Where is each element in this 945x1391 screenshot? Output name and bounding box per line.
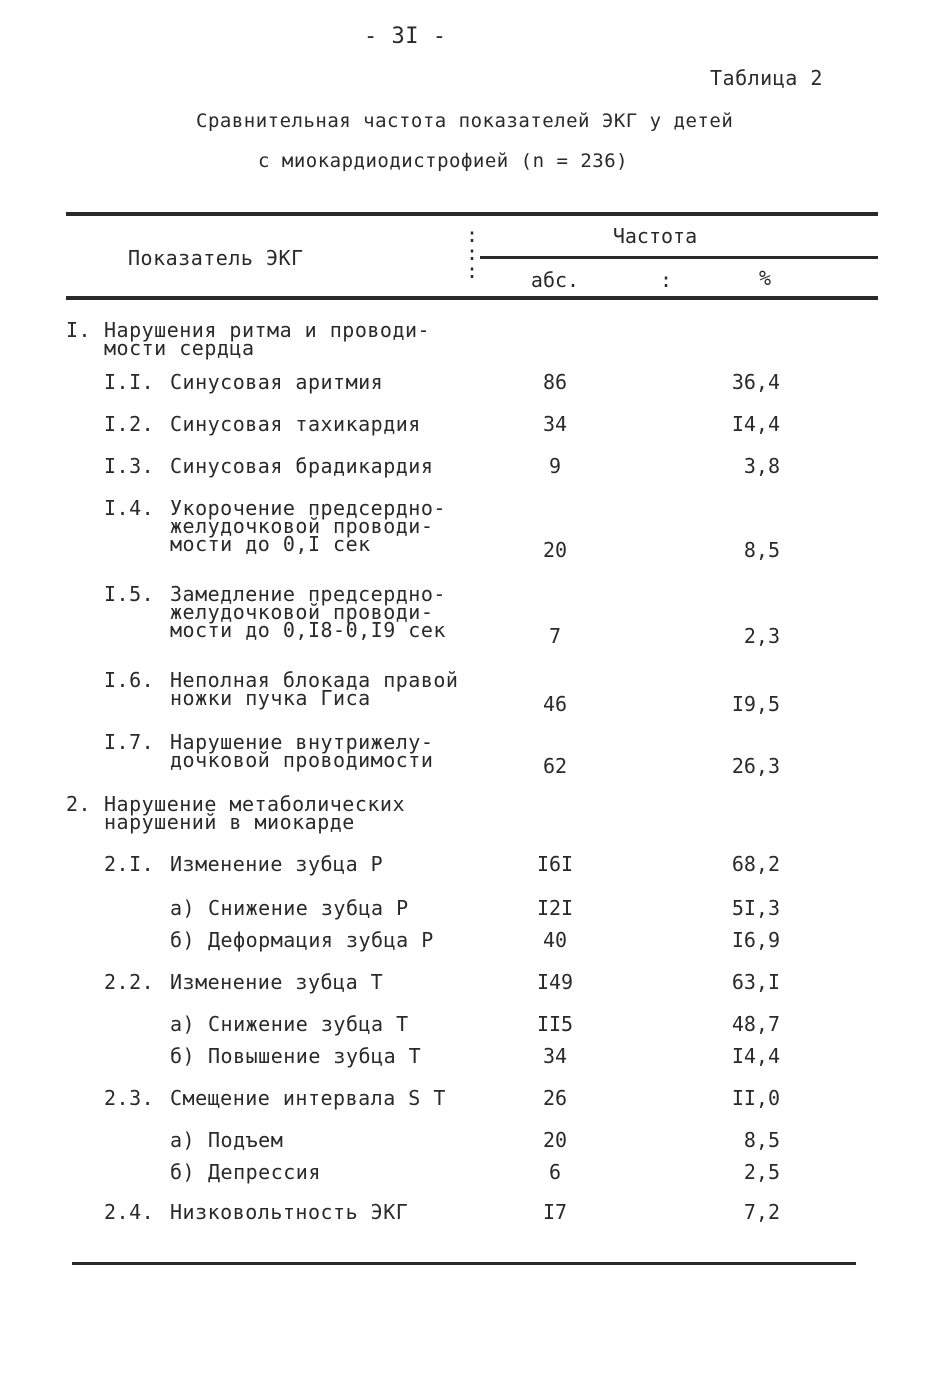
row-label: Синусовая брадикардия xyxy=(170,454,434,478)
row-number: 2.4. xyxy=(104,1200,155,1224)
pct-value: 26,3 xyxy=(731,754,780,778)
abs-value: I49 xyxy=(536,970,574,994)
row-label: Нарушение внутрижелу- xyxy=(170,730,434,754)
pct-value: 63,I xyxy=(731,970,780,994)
row-number: б) xyxy=(170,928,196,952)
section-label: Нарушение метаболических xyxy=(104,792,405,816)
abs-value: I2I xyxy=(536,896,574,920)
row-number: 2.2. xyxy=(104,970,155,994)
pct-value: 7,2 xyxy=(743,1200,780,1224)
row-number: 2.I. xyxy=(104,852,155,876)
section-label: мости сердца xyxy=(104,336,255,360)
pct-value: 36,4 xyxy=(731,370,780,394)
abs-value: 9 xyxy=(548,454,562,478)
row-label: Снижение зубца Р xyxy=(208,896,409,920)
abs-value: 40 xyxy=(542,928,568,952)
pct-value: I6,9 xyxy=(731,928,780,952)
abs-value: 46 xyxy=(542,692,568,716)
row-number: а) xyxy=(170,1128,196,1152)
row-label: дочковой проводимости xyxy=(170,748,434,772)
row-label: Изменение зубца Т xyxy=(170,970,384,994)
top-rule xyxy=(66,212,878,216)
row-number: I.3. xyxy=(104,454,155,478)
abs-value: 20 xyxy=(542,1128,568,1152)
pct-value: 48,7 xyxy=(731,1012,780,1036)
abs-value: 6 xyxy=(548,1160,562,1184)
abs-value: I6I xyxy=(536,852,574,876)
abs-value: 34 xyxy=(542,1044,568,1068)
row-label: Смещение интервала S Т xyxy=(170,1086,446,1110)
table-label: Таблица 2 xyxy=(710,66,823,90)
pct-value: 8,5 xyxy=(743,1128,780,1152)
row-label: Подъем xyxy=(208,1128,284,1152)
section-label: Нарушения ритма и проводи- xyxy=(104,318,431,342)
row-label: Низковольтность ЭКГ xyxy=(170,1200,409,1224)
abs-value: 26 xyxy=(542,1086,568,1110)
row-number: I.5. xyxy=(104,582,155,606)
abs-value: I7 xyxy=(542,1200,568,1224)
page-number: - 3I - xyxy=(364,24,447,49)
row-number: б) xyxy=(170,1044,196,1068)
pct-value: 68,2 xyxy=(731,852,780,876)
pct-value: 2,5 xyxy=(743,1160,780,1184)
header-pct: % xyxy=(758,266,772,290)
row-label: Синусовая аритмия xyxy=(170,370,384,394)
row-label: ножки пучка Гиса xyxy=(170,686,371,710)
row-label: Синусовая тахикардия xyxy=(170,412,421,436)
row-number: б) xyxy=(170,1160,196,1184)
pct-value: 3,8 xyxy=(743,454,780,478)
pct-value: 5I,3 xyxy=(731,896,780,920)
table-title-line1: Сравнительная частота показателей ЭКГ у детей xyxy=(196,110,734,132)
abs-value: 20 xyxy=(542,538,568,562)
row-number: I.7. xyxy=(104,730,155,754)
row-label: Депрессия xyxy=(208,1160,321,1184)
row-number: а) xyxy=(170,1012,196,1036)
header-bottom-rule xyxy=(66,296,878,300)
header-abs: абс. xyxy=(530,268,580,292)
row-number: а) xyxy=(170,896,196,920)
row-label: Укорочение предсердно- xyxy=(170,496,446,520)
abs-value: 62 xyxy=(542,754,568,778)
pct-value: II,0 xyxy=(731,1086,780,1110)
pct-value: 8,5 xyxy=(743,538,780,562)
row-number: I.4. xyxy=(104,496,155,520)
row-number: I.6. xyxy=(104,668,155,692)
row-label: Неполная блокада правой xyxy=(170,668,459,692)
pct-value: I9,5 xyxy=(731,692,780,716)
pct-value: I4,4 xyxy=(731,412,780,436)
row-label: Изменение зубца Р xyxy=(170,852,384,876)
header-indicator: Показатель ЭКГ xyxy=(128,246,304,270)
row-label: Повышение зубца Т xyxy=(208,1044,422,1068)
bottom-rule xyxy=(72,1262,856,1265)
abs-value: 7 xyxy=(548,624,562,648)
row-label: желудочковой проводи- xyxy=(170,600,434,624)
abs-value: II5 xyxy=(536,1012,574,1036)
row-number: I.2. xyxy=(104,412,155,436)
table-title-line2: с миокардиодистрофией (n = 236) xyxy=(258,150,629,172)
abs-value: 86 xyxy=(542,370,568,394)
header-sep: : xyxy=(466,241,479,265)
row-label: Замедление предсердно- xyxy=(170,582,446,606)
header-sep: : xyxy=(660,268,673,292)
section-number: 2. xyxy=(66,792,92,816)
row-label: мости до 0,I сек xyxy=(170,532,371,556)
row-label: желудочковой проводи- xyxy=(170,514,434,538)
abs-value: 34 xyxy=(542,412,568,436)
row-label: Снижение зубца Т xyxy=(208,1012,409,1036)
header-sep: : xyxy=(466,223,479,247)
row-number: I.I. xyxy=(104,370,155,394)
header-sep: : xyxy=(466,259,479,283)
pct-value: I4,4 xyxy=(731,1044,780,1068)
row-label: Деформация зубца Р xyxy=(208,928,434,952)
header-frequency: Частота xyxy=(612,224,698,248)
row-label: мости до 0,I8-0,I9 сек xyxy=(170,618,446,642)
section-number: I. xyxy=(66,318,92,342)
pct-value: 2,3 xyxy=(743,624,780,648)
header-mid-rule xyxy=(480,256,878,259)
row-number: 2.3. xyxy=(104,1086,155,1110)
section-label: нарушений в миокарде xyxy=(104,810,355,834)
